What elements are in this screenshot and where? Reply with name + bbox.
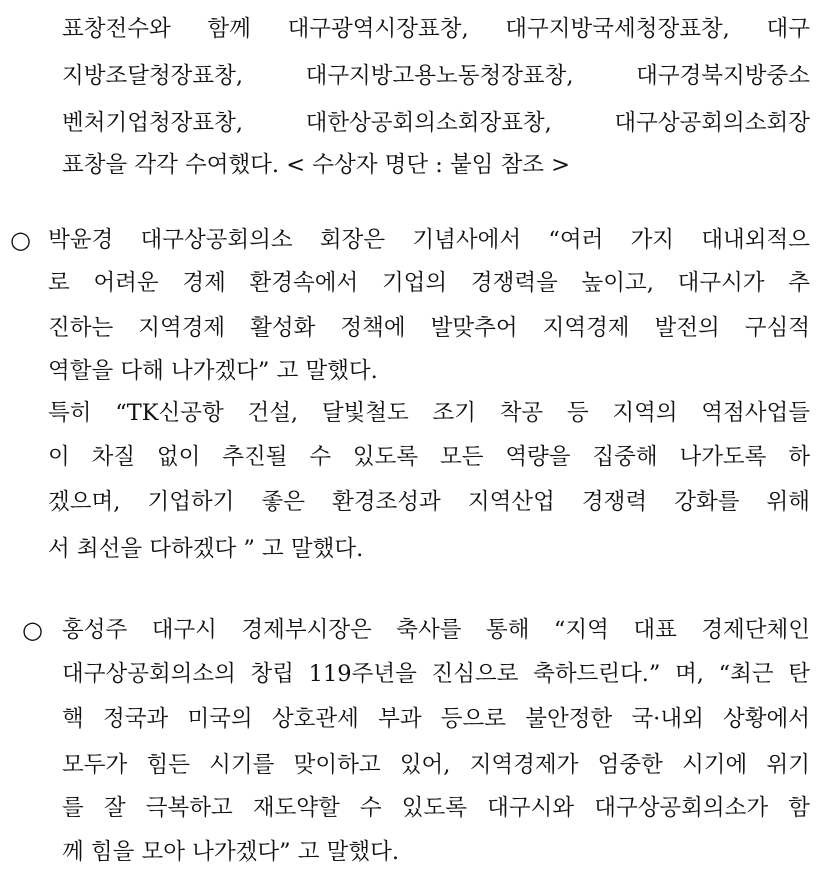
text-line: 박윤경 대구상공회의소 회장은 기념사에서 “여러 가지 대내외적으 [48,227,810,253]
text-line: 대구상공회의소의 창립 119주년을 진심으로 축하드린다.” 며, “최근 탄 [62,661,810,687]
text-line: 겠으며, 기업하기 좋은 환경조성과 지역산업 경쟁력 강화를 위해 [48,489,810,515]
text-line: 이 차질 없이 추진될 수 있도록 모든 역량을 집중해 나가도록 하 [48,444,810,470]
circle-bullet-icon: ○ [22,616,43,644]
circle-bullet-icon: ○ [10,226,31,254]
text-line: 진하는 지역경제 활성화 정책에 발맞추어 지역경제 발전의 구심적 [48,315,810,341]
text-line: 서 최선을 다하겠다 ” 고 말했다. [48,536,364,562]
text-line: 벤처기업청장표창, 대한상공회의소회장표창, 대구상공회의소회장 [62,110,810,136]
text-line: 지방조달청장표창, 대구지방고용노동청장표창, 대구경북지방중소 [62,63,810,89]
text-line: 로 어려운 경제 환경속에서 기업의 경쟁력을 높이고, 대구시가 추 [48,270,810,296]
text-line: 표창전수와 함께 대구광역시장표창, 대구지방국세청장표창, 대구 [62,16,810,42]
text-line: 표창을 각각 수여했다. < 수상자 명단 : 붙임 참조 > [62,152,571,178]
text-line: 모두가 힘든 시기를 맞이하고 있어, 지역경제가 엄중한 시기에 위기 [62,752,810,778]
text-line: 를 잘 극복하고 재도약할 수 있도록 대구시와 대구상공회의소가 함 [62,795,810,821]
text-line: 홍성주 대구시 경제부시장은 축사를 통해 “지역 대표 경제단체인 [62,617,810,643]
text-line: 께 힘을 모아 나가겠다” 고 말했다. [62,839,399,865]
text-line: 특히 “TK신공항 건설, 달빛철도 조기 착공 등 지역의 역점사업들 [48,400,810,426]
text-line: 역할을 다해 나가겠다” 고 말했다. [48,358,378,384]
text-line: 핵 정국과 미국의 상호관세 부과 등으로 불안정한 국·내외 상황에서 [62,706,810,732]
